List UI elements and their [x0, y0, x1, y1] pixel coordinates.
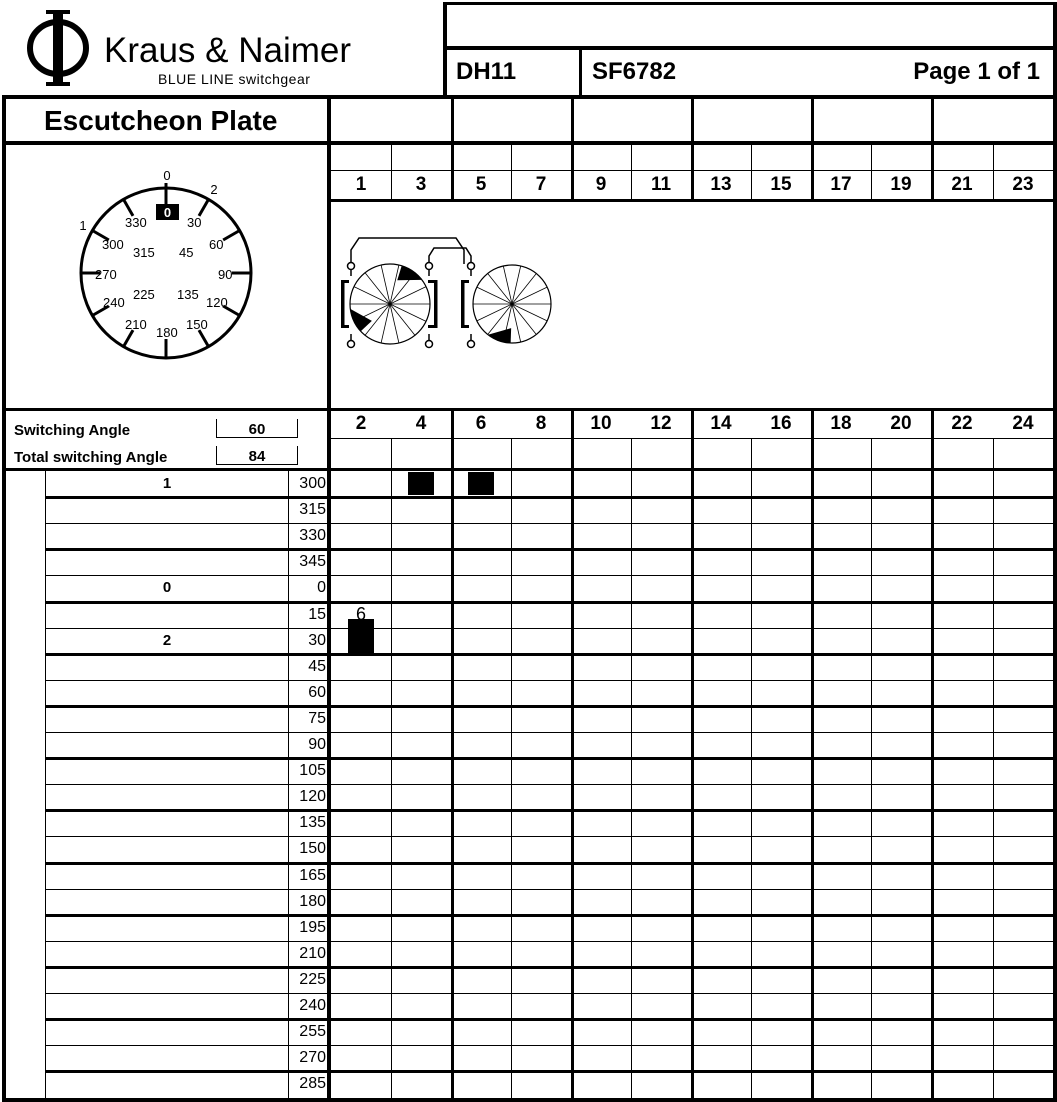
terminal-top-15: 15 [770, 174, 792, 195]
terminal-bottom-16: 16 [770, 413, 792, 434]
terminal-bottom-10: 10 [590, 413, 612, 434]
position-angle: 300 [299, 475, 326, 492]
page-title: Escutcheon Plate [44, 105, 278, 136]
contact-mark [468, 472, 494, 495]
position-label: 0 [162, 579, 172, 597]
escutcheon-dial [0, 0, 331, 408]
terminal-top-7: 7 [535, 174, 547, 195]
terminal-top-13: 13 [710, 174, 732, 195]
terminal-top-9: 9 [595, 174, 607, 195]
model-label: DH11 [456, 58, 517, 85]
dial-position-2: 2 [210, 182, 218, 197]
position-angle: 30 [308, 631, 326, 649]
terminal-top-3: 3 [415, 174, 427, 195]
brand-name: Kraus & Naimer [104, 31, 352, 70]
position-angle: 165 [299, 866, 326, 884]
terminal-top-11: 11 [650, 174, 672, 195]
position-angle: 330 [299, 527, 326, 545]
total-switching-angle-label: Total switching Angle [14, 449, 168, 466]
position-angle: 270 [299, 1049, 326, 1067]
position-angle: 285 [299, 1075, 326, 1093]
position-angle: 255 [299, 1023, 326, 1041]
terminal-bottom-20: 20 [890, 413, 912, 434]
position-angle: 120 [299, 788, 326, 806]
switching-angle-value: 60 [248, 421, 266, 438]
terminal-bottom-6: 6 [475, 413, 487, 434]
terminal-bottom-12: 12 [650, 413, 672, 434]
terminal-top-21: 21 [951, 174, 973, 195]
position-angle: 195 [299, 918, 326, 936]
switching-angle-label: Switching Angle [14, 422, 131, 439]
dial-position-1: 1 [79, 218, 87, 233]
dial-active-position: 0 [163, 205, 172, 220]
dial-position-0: 0 [163, 168, 171, 183]
terminal-bottom-8: 8 [535, 413, 547, 434]
total-switching-angle-value: 84 [248, 448, 266, 465]
position-angle: 315 [299, 501, 326, 519]
terminal-bottom-4: 4 [415, 413, 427, 434]
position-angle: 105 [299, 762, 326, 780]
brand-tagline: BLUE LINE switchgear [158, 71, 311, 87]
position-label: 1 [162, 475, 172, 492]
terminal-top-17: 17 [830, 174, 852, 195]
terminal-top-23: 23 [1012, 174, 1034, 195]
page-label: Page 1 of 1 [913, 58, 1040, 85]
terminal-bottom-14: 14 [710, 413, 732, 434]
position-angle: 0 [317, 579, 326, 597]
terminal-top-5: 5 [475, 174, 487, 195]
position-angle: 210 [299, 944, 326, 962]
terminal-top-19: 19 [890, 174, 912, 195]
position-angle: 240 [299, 997, 326, 1014]
position-angle: 75 [308, 709, 326, 727]
contact-note: 6 [355, 603, 366, 624]
terminal-bottom-18: 18 [830, 413, 852, 434]
position-label: 2 [162, 631, 172, 649]
contact-mark [408, 472, 434, 495]
position-angle: 150 [299, 840, 326, 858]
code-label: SF6782 [592, 58, 677, 85]
position-angle: 90 [308, 736, 326, 753]
terminal-bottom-24: 24 [1012, 413, 1034, 434]
position-angle: 60 [308, 683, 326, 701]
position-angle: 225 [299, 970, 326, 988]
contact-schematic [331, 200, 561, 360]
position-angle: 345 [299, 553, 326, 571]
terminal-bottom-2: 2 [355, 413, 367, 434]
position-angle: 135 [299, 814, 326, 832]
terminal-top-1: 1 [355, 174, 367, 195]
position-angle: 15 [308, 605, 326, 623]
terminal-bottom-22: 22 [951, 413, 973, 434]
position-angle: 45 [308, 657, 326, 675]
position-angle: 180 [299, 892, 326, 910]
